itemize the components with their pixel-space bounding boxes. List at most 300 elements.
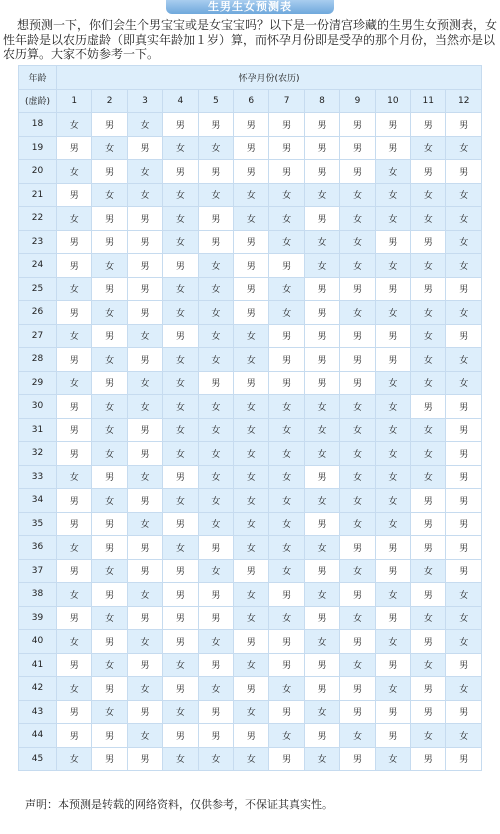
- table-row: [19, 254, 482, 278]
- gender-cell: 男: [304, 136, 339, 160]
- gender-cell: 男: [92, 512, 127, 536]
- gender-cell: 男: [127, 418, 162, 442]
- gender-cell: 女: [340, 183, 375, 207]
- gender-cell: 女: [269, 512, 304, 536]
- gender-cell: 女: [92, 348, 127, 372]
- gender-cell: 女: [127, 583, 162, 607]
- gender-cell: 男: [269, 254, 304, 278]
- gender-cell: 男: [304, 207, 339, 231]
- gender-cell: 男: [375, 606, 410, 630]
- gender-cell: 男: [198, 160, 233, 184]
- gender-cell: 女: [198, 183, 233, 207]
- gender-cell: 女: [92, 301, 127, 325]
- gender-cell: 男: [411, 113, 446, 137]
- gender-cell: 女: [127, 512, 162, 536]
- table-row: [19, 136, 482, 160]
- table-row: [19, 230, 482, 254]
- table-row: [19, 465, 482, 489]
- gender-cell: 男: [340, 136, 375, 160]
- gender-cell: 女: [269, 395, 304, 419]
- gender-cell: 男: [57, 230, 92, 254]
- gender-cell: 女: [411, 301, 446, 325]
- gender-cell: 男: [163, 160, 198, 184]
- gender-cell: 男: [234, 254, 269, 278]
- gender-cell: 男: [127, 559, 162, 583]
- gender-cell: 女: [269, 536, 304, 560]
- age-cell: 23: [19, 230, 57, 254]
- month-header-cell: 1: [57, 89, 92, 113]
- gender-cell: 男: [234, 160, 269, 184]
- gender-cell: 女: [127, 395, 162, 419]
- gender-cell: 女: [446, 583, 482, 607]
- gender-cell: 男: [57, 418, 92, 442]
- disclaimer-text: 声明：本预测是转载的网络资料，仅供参考，不保证其真实性。: [25, 798, 333, 811]
- age-cell: 34: [19, 489, 57, 513]
- gender-cell: 男: [340, 371, 375, 395]
- gender-cell: 女: [92, 183, 127, 207]
- gender-cell: 女: [446, 301, 482, 325]
- gender-prediction-table: [18, 65, 482, 771]
- month-header: 怀孕月份(农历): [57, 66, 482, 90]
- gender-cell: 男: [163, 113, 198, 137]
- gender-cell: 女: [340, 395, 375, 419]
- gender-cell: 女: [340, 207, 375, 231]
- month-header-cell: 7: [269, 89, 304, 113]
- gender-cell: 女: [198, 465, 233, 489]
- gender-cell: 女: [198, 442, 233, 466]
- gender-cell: 男: [446, 442, 482, 466]
- gender-cell: 女: [340, 653, 375, 677]
- month-header-cell: 9: [340, 89, 375, 113]
- gender-cell: 男: [375, 653, 410, 677]
- gender-cell: 男: [198, 653, 233, 677]
- gender-cell: 女: [304, 395, 339, 419]
- gender-cell: 女: [163, 489, 198, 513]
- gender-cell: 女: [375, 418, 410, 442]
- gender-cell: 女: [127, 724, 162, 748]
- gender-cell: 男: [446, 489, 482, 513]
- gender-cell: 男: [340, 700, 375, 724]
- month-header-cell: 4: [163, 89, 198, 113]
- gender-cell: 男: [234, 630, 269, 654]
- gender-cell: 女: [234, 418, 269, 442]
- gender-cell: 女: [269, 724, 304, 748]
- month-header-cell: 6: [234, 89, 269, 113]
- gender-cell: 男: [375, 277, 410, 301]
- table-row: [19, 559, 482, 583]
- gender-cell: 男: [198, 700, 233, 724]
- gender-cell: 男: [304, 465, 339, 489]
- gender-cell: 女: [411, 324, 446, 348]
- gender-cell: 男: [411, 677, 446, 701]
- gender-cell: 女: [234, 512, 269, 536]
- gender-cell: 女: [57, 160, 92, 184]
- gender-cell: 男: [446, 465, 482, 489]
- gender-cell: 女: [57, 583, 92, 607]
- gender-cell: 女: [304, 536, 339, 560]
- gender-cell: 男: [92, 747, 127, 771]
- gender-cell: 女: [234, 653, 269, 677]
- gender-cell: 男: [163, 606, 198, 630]
- gender-cell: 男: [446, 747, 482, 771]
- gender-cell: 女: [269, 183, 304, 207]
- gender-cell: 男: [304, 606, 339, 630]
- gender-cell: 男: [375, 724, 410, 748]
- gender-cell: 男: [92, 324, 127, 348]
- gender-cell: 男: [163, 677, 198, 701]
- age-cell: 26: [19, 301, 57, 325]
- gender-cell: 男: [269, 653, 304, 677]
- gender-cell: 女: [375, 301, 410, 325]
- gender-cell: 男: [304, 113, 339, 137]
- gender-cell: 男: [163, 512, 198, 536]
- gender-cell: 男: [375, 324, 410, 348]
- age-cell: 35: [19, 512, 57, 536]
- age-cell: 31: [19, 418, 57, 442]
- gender-cell: 男: [234, 113, 269, 137]
- gender-cell: 女: [340, 489, 375, 513]
- gender-cell: 男: [57, 489, 92, 513]
- age-cell: 42: [19, 677, 57, 701]
- gender-cell: 女: [446, 254, 482, 278]
- gender-cell: 女: [92, 254, 127, 278]
- gender-cell: 男: [127, 653, 162, 677]
- gender-cell: 男: [411, 583, 446, 607]
- gender-cell: 男: [127, 254, 162, 278]
- age-cell: 27: [19, 324, 57, 348]
- gender-cell: 女: [127, 371, 162, 395]
- gender-cell: 女: [375, 254, 410, 278]
- age-header: 年龄: [19, 66, 57, 90]
- gender-cell: 女: [375, 489, 410, 513]
- table-row: [19, 536, 482, 560]
- gender-cell: 女: [163, 653, 198, 677]
- table-row: [19, 371, 482, 395]
- gender-cell: 男: [446, 160, 482, 184]
- gender-cell: 女: [163, 747, 198, 771]
- gender-cell: 女: [375, 207, 410, 231]
- table-row: [19, 653, 482, 677]
- gender-cell: 男: [198, 536, 233, 560]
- gender-cell: 男: [198, 113, 233, 137]
- table-row: [19, 324, 482, 348]
- gender-cell: 男: [269, 136, 304, 160]
- gender-cell: 男: [234, 230, 269, 254]
- age-cell: 41: [19, 653, 57, 677]
- gender-cell: 男: [57, 301, 92, 325]
- table-row: [19, 160, 482, 184]
- gender-cell: 男: [127, 606, 162, 630]
- gender-cell: 男: [340, 747, 375, 771]
- gender-cell: 女: [92, 418, 127, 442]
- table-row: [19, 301, 482, 325]
- gender-cell: 男: [234, 277, 269, 301]
- gender-cell: 女: [163, 277, 198, 301]
- gender-cell: 女: [375, 160, 410, 184]
- gender-cell: 女: [92, 395, 127, 419]
- gender-cell: 女: [163, 230, 198, 254]
- gender-cell: 女: [234, 583, 269, 607]
- age-subheader: (虚龄): [19, 89, 57, 113]
- month-header-cell: 2: [92, 89, 127, 113]
- table-row: [19, 113, 482, 137]
- gender-cell: 女: [304, 183, 339, 207]
- month-header-cell: 8: [304, 89, 339, 113]
- gender-cell: 男: [163, 559, 198, 583]
- gender-cell: 男: [127, 207, 162, 231]
- gender-cell: 女: [269, 277, 304, 301]
- gender-cell: 女: [198, 324, 233, 348]
- gender-cell: 女: [234, 442, 269, 466]
- gender-cell: 男: [92, 677, 127, 701]
- gender-cell: 女: [92, 606, 127, 630]
- gender-cell: 男: [57, 512, 92, 536]
- gender-cell: 女: [269, 207, 304, 231]
- gender-cell: 女: [57, 324, 92, 348]
- gender-cell: 男: [269, 700, 304, 724]
- gender-cell: 女: [304, 700, 339, 724]
- gender-cell: 男: [92, 230, 127, 254]
- gender-cell: 女: [269, 606, 304, 630]
- gender-cell: 男: [340, 160, 375, 184]
- gender-cell: 男: [304, 677, 339, 701]
- gender-cell: 男: [127, 747, 162, 771]
- gender-cell: 女: [304, 442, 339, 466]
- gender-cell: 女: [57, 207, 92, 231]
- gender-cell: 女: [411, 254, 446, 278]
- gender-cell: 男: [163, 465, 198, 489]
- gender-cell: 女: [446, 348, 482, 372]
- gender-cell: 女: [127, 677, 162, 701]
- gender-cell: 男: [411, 700, 446, 724]
- gender-cell: 男: [198, 371, 233, 395]
- gender-cell: 女: [57, 630, 92, 654]
- gender-cell: 女: [304, 747, 339, 771]
- age-cell: 25: [19, 277, 57, 301]
- gender-cell: 男: [234, 677, 269, 701]
- gender-cell: 男: [269, 348, 304, 372]
- gender-cell: 男: [375, 536, 410, 560]
- gender-cell: 女: [411, 418, 446, 442]
- gender-cell: 女: [304, 630, 339, 654]
- gender-cell: 女: [92, 489, 127, 513]
- gender-cell: 男: [446, 700, 482, 724]
- age-cell: 20: [19, 160, 57, 184]
- age-cell: 29: [19, 371, 57, 395]
- gender-cell: 男: [340, 113, 375, 137]
- gender-cell: 男: [92, 536, 127, 560]
- gender-cell: 男: [446, 324, 482, 348]
- gender-cell: 男: [163, 254, 198, 278]
- gender-cell: 男: [127, 348, 162, 372]
- gender-cell: 女: [411, 724, 446, 748]
- gender-cell: 男: [411, 489, 446, 513]
- gender-cell: 女: [234, 489, 269, 513]
- gender-cell: 女: [163, 207, 198, 231]
- age-cell: 44: [19, 724, 57, 748]
- month-header-cell: 3: [127, 89, 162, 113]
- gender-cell: 女: [127, 630, 162, 654]
- table-row: [19, 606, 482, 630]
- gender-cell: 女: [163, 371, 198, 395]
- gender-cell: 男: [269, 583, 304, 607]
- gender-cell: 男: [92, 371, 127, 395]
- gender-cell: 男: [57, 254, 92, 278]
- gender-cell: 女: [269, 230, 304, 254]
- gender-cell: 男: [234, 559, 269, 583]
- gender-cell: 男: [234, 301, 269, 325]
- gender-cell: 女: [57, 536, 92, 560]
- gender-cell: 女: [411, 606, 446, 630]
- month-header-cell: 5: [198, 89, 233, 113]
- gender-cell: 男: [127, 489, 162, 513]
- gender-cell: 女: [57, 277, 92, 301]
- gender-cell: 女: [375, 583, 410, 607]
- gender-cell: 女: [269, 489, 304, 513]
- gender-cell: 男: [411, 277, 446, 301]
- table-row: [19, 630, 482, 654]
- gender-cell: 男: [340, 277, 375, 301]
- gender-cell: 女: [269, 677, 304, 701]
- gender-cell: 男: [57, 606, 92, 630]
- gender-cell: 男: [411, 536, 446, 560]
- gender-cell: 男: [304, 512, 339, 536]
- gender-cell: 女: [234, 324, 269, 348]
- gender-cell: 男: [304, 559, 339, 583]
- gender-cell: 女: [57, 465, 92, 489]
- gender-cell: 男: [375, 230, 410, 254]
- gender-cell: 男: [234, 371, 269, 395]
- table-row: [19, 489, 482, 513]
- gender-cell: 女: [163, 418, 198, 442]
- gender-cell: 男: [127, 277, 162, 301]
- gender-cell: 女: [234, 395, 269, 419]
- gender-cell: 男: [127, 230, 162, 254]
- gender-cell: 女: [198, 677, 233, 701]
- age-cell: 19: [19, 136, 57, 160]
- gender-cell: 男: [340, 583, 375, 607]
- gender-cell: 女: [411, 207, 446, 231]
- gender-cell: 男: [446, 653, 482, 677]
- gender-cell: 女: [411, 136, 446, 160]
- age-cell: 21: [19, 183, 57, 207]
- gender-cell: 男: [57, 724, 92, 748]
- intro-paragraph: 想预测一下，你们会生个男宝宝或是女宝宝吗？以下是一份清宫珍藏的生男生女预测表，女性年龄是以农历虚龄（即真实年龄加１岁）算，而怀孕月份即是受孕的那个月份，当然亦是以农历算。大家不妨参考一下。: [3, 18, 498, 61]
- gender-cell: 女: [198, 418, 233, 442]
- gender-cell: 女: [234, 700, 269, 724]
- gender-cell: 女: [375, 371, 410, 395]
- gender-cell: 女: [340, 724, 375, 748]
- gender-cell: 女: [446, 606, 482, 630]
- table-row: [19, 747, 482, 771]
- gender-cell: 男: [269, 747, 304, 771]
- gender-cell: 女: [57, 677, 92, 701]
- gender-cell: 女: [375, 395, 410, 419]
- gender-cell: 女: [127, 183, 162, 207]
- gender-cell: 男: [127, 136, 162, 160]
- gender-cell: 女: [446, 677, 482, 701]
- gender-cell: 男: [304, 301, 339, 325]
- gender-cell: 女: [375, 630, 410, 654]
- gender-cell: 男: [446, 536, 482, 560]
- gender-cell: 男: [163, 724, 198, 748]
- gender-cell: 女: [304, 583, 339, 607]
- table-row: [19, 348, 482, 372]
- gender-cell: 女: [234, 348, 269, 372]
- table-row: [19, 583, 482, 607]
- gender-cell: 女: [198, 747, 233, 771]
- gender-cell: 女: [198, 301, 233, 325]
- age-cell: 32: [19, 442, 57, 466]
- gender-cell: 男: [92, 583, 127, 607]
- gender-cell: 男: [340, 677, 375, 701]
- gender-cell: 男: [127, 700, 162, 724]
- gender-cell: 女: [198, 489, 233, 513]
- gender-cell: 女: [234, 207, 269, 231]
- gender-cell: 女: [198, 559, 233, 583]
- gender-cell: 男: [411, 747, 446, 771]
- gender-cell: 女: [92, 653, 127, 677]
- gender-cell: 女: [163, 301, 198, 325]
- gender-cell: 女: [127, 324, 162, 348]
- gender-cell: 女: [127, 465, 162, 489]
- gender-cell: 男: [269, 324, 304, 348]
- table-row: [19, 395, 482, 419]
- table-row: [19, 700, 482, 724]
- age-cell: 43: [19, 700, 57, 724]
- gender-cell: 男: [304, 371, 339, 395]
- gender-cell: 男: [375, 348, 410, 372]
- gender-cell: 女: [411, 653, 446, 677]
- gender-cell: 女: [269, 442, 304, 466]
- age-cell: 22: [19, 207, 57, 231]
- gender-cell: 男: [411, 395, 446, 419]
- gender-cell: 女: [446, 724, 482, 748]
- gender-cell: 男: [57, 183, 92, 207]
- gender-cell: 女: [198, 348, 233, 372]
- gender-cell: 男: [340, 348, 375, 372]
- age-cell: 40: [19, 630, 57, 654]
- gender-cell: 女: [234, 183, 269, 207]
- gender-cell: 女: [198, 630, 233, 654]
- gender-cell: 女: [340, 230, 375, 254]
- gender-cell: 女: [446, 230, 482, 254]
- gender-cell: 女: [269, 418, 304, 442]
- gender-cell: 女: [340, 606, 375, 630]
- table-row: [19, 207, 482, 231]
- month-header-cell: 11: [411, 89, 446, 113]
- gender-cell: 女: [163, 536, 198, 560]
- gender-cell: 男: [92, 207, 127, 231]
- gender-cell: 男: [198, 606, 233, 630]
- gender-cell: 女: [446, 371, 482, 395]
- gender-cell: 男: [57, 136, 92, 160]
- gender-cell: 女: [163, 183, 198, 207]
- gender-cell: 女: [411, 442, 446, 466]
- gender-cell: 女: [304, 418, 339, 442]
- gender-cell: 男: [304, 348, 339, 372]
- gender-cell: 女: [198, 254, 233, 278]
- gender-cell: 男: [269, 371, 304, 395]
- gender-cell: 女: [234, 747, 269, 771]
- gender-cell: 女: [92, 442, 127, 466]
- gender-cell: 女: [340, 442, 375, 466]
- gender-cell: 女: [163, 442, 198, 466]
- gender-cell: 女: [340, 559, 375, 583]
- gender-cell: 男: [92, 630, 127, 654]
- gender-cell: 男: [198, 230, 233, 254]
- gender-cell: 女: [269, 465, 304, 489]
